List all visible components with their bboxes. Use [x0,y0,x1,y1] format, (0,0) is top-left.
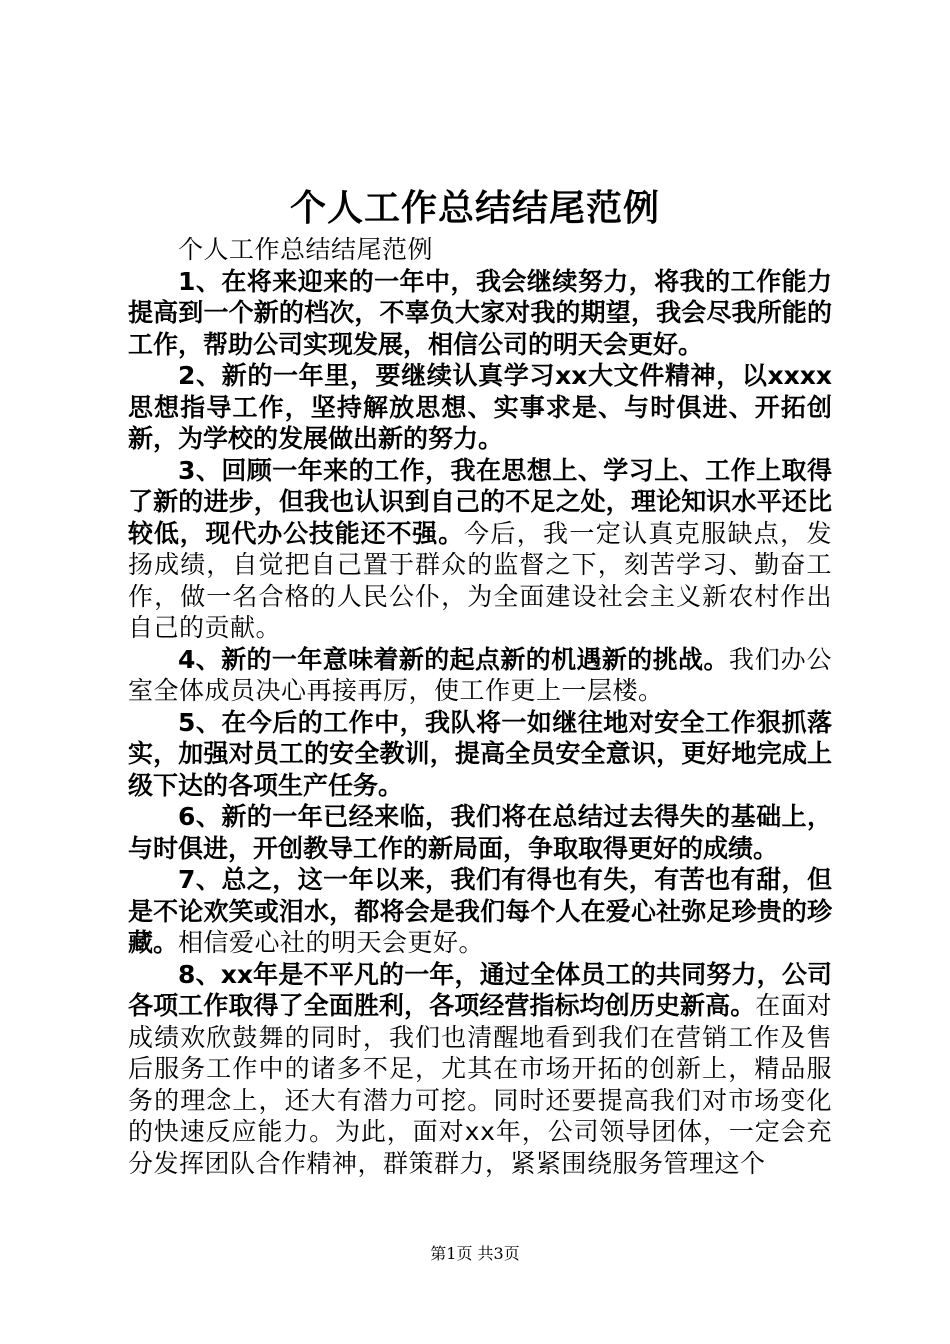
paragraph-6 [128,801,832,864]
paragraph-8-continuation: 在面对成绩欢欣鼓舞的同时，我们也清醒地看到我们在营销工作及售后服务工作中的诸多不足，尤其在市场开拓的创新上，精品服务的理念上，还大有潜力可挖。同时还要提高我们对市场变化的快速反应能力。为此，面对xx年，公司领导团体，一定会充分发挥团队合作精神，群策群力，紧紧围绕服务管理这个 [128,991,832,1178]
paragraph-3 [128,455,832,644]
paragraph-4 [128,644,832,707]
page-number-footer: 第1页 共3页 [430,1244,520,1263]
paragraph-4-continuation: 我们办公室全体成员决心再接再厉，使工作更上一层楼。 [128,644,832,705]
paragraph-2 [128,360,832,455]
paragraph-8 [128,959,832,1180]
paragraph-3-text: 3、回顾一年来的工作，我在思想上、学习上、工作上取得了新的进步，但我也认识到自己的不足之处，理论知识水平还比较低，现代办公技能还不强。 [128,455,832,548]
paragraph-1-text: 1、在将来迎来的一年中，我会继续努力，将我的工作能力提高到一个新的档次，不辜负大家对我的期望，我会尽我所能的工作，帮助公司实现发展，相信公司的明天会更好。 [128,266,832,359]
paragraph-5-text: 5、在今后的工作中，我队将一如继往地对安全工作狠抓落实，加强对员工的安全教训，提高全员安全意识，更好地完成上级下达的各项生产任务。 [128,707,832,800]
paragraph-2-text: 2、新的一年里，要继续认真学习xx大文件精神，以xxxx思想指导工作，坚持解放思想、实事求是、与时俱进、开拓创新，为学校的发展做出新的努力。 [128,361,832,453]
paragraph-7-text: 7、总之，这一年以来，我们有得也有失，有苦也有甜，但是不论欢笑或泪水，都将会是我们每个人在爱心社弥足珍贵的珍藏。 [128,865,832,957]
paragraph-8-text: 8、xx年是不平凡的一年，通过全体员工的共同努力，公司各项工作取得了全面胜利，各项经营指标均创历史新高。 [128,959,832,1020]
paragraph-4-text: 4、新的一年意味着新的起点新的机遇新的挑战。 [178,644,729,674]
paragraph-5 [128,707,832,802]
paragraph-7 [128,864,832,959]
paragraph-1 [128,266,832,361]
document-title: 个人工作总结结尾范例 [289,187,660,229]
document-subtitle: 个人工作总结结尾范例 [178,235,434,264]
document-body [128,234,832,1179]
paragraph-7-continuation: 相信爱心社的明天会更好。 [178,928,485,957]
paragraph-3-continuation: 今后，我一定认真克服缺点，发扬成绩，自觉把自己置于群众的监督之下，刻苦学习、勤奋工作，做一名合格的人民公仆，为全面建设社会主义新农村作出自己的贡献。 [128,518,832,642]
paragraph-6-text: 6、新的一年已经来临，我们将在总结过去得失的基础上，与时俱进，开创教导工作的新局面，争取取得更好的成绩。 [128,802,832,863]
